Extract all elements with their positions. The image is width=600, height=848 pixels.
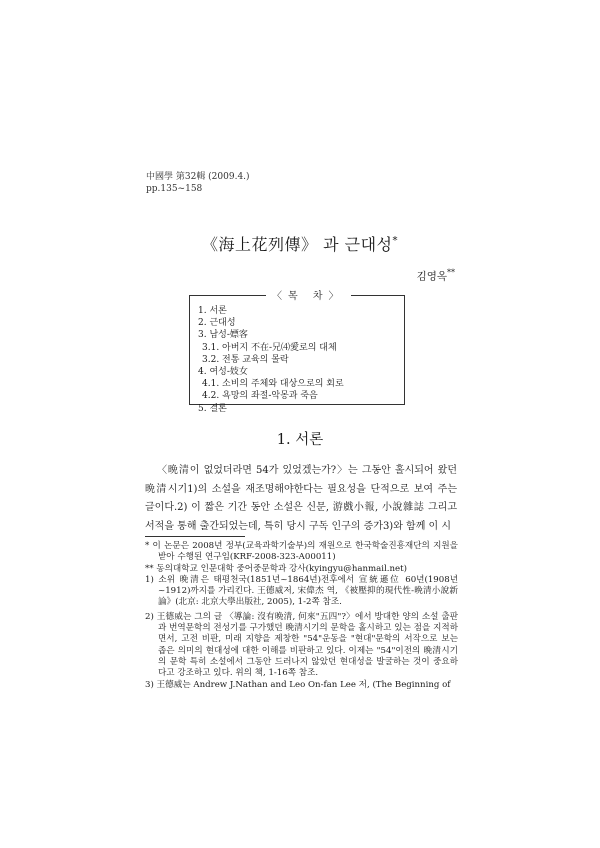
journal-info xyxy=(146,171,250,195)
title-footnote-mark: * xyxy=(392,235,398,247)
footnote-divider xyxy=(145,536,245,537)
toc-item: 3.1. 아버지 不在-兄⑷愛로의 대체 xyxy=(202,342,337,353)
toc-item: 1. 서론 xyxy=(198,306,227,316)
toc-item: 4.2. 욕망의 좌절-악몽과 죽음 xyxy=(202,391,318,402)
paper-title xyxy=(0,232,600,255)
footnote: ** 동의대학교 인문대학 중어중문학과 강사(kyingyu@hanmail.net) xyxy=(145,563,407,574)
toc-item: 3. 남성-嫖客 xyxy=(198,330,248,341)
section-heading: 1. 서론 xyxy=(276,432,324,448)
footnote: 1) 소위 晩清은 태평천국(1851년~1864년)전후에서 宣統遜位 60년(1908년~1912)까지를 가리킨다. 王德威저, 宋偉杰 역, 《被壓抑的現代性-晩清小說新論》(北京: 北京大學出版社, 2005), 1-2쪽 참조. xyxy=(145,574,458,608)
body-paragraph: 〈晩清이 없었더라면 54가 있었겠는가?〉는 그동안 홀시되어 왔던 晩清시기1)의 소설을 재조명해야한다는 필요성을 단적으로 보여 주는 글이다.2) 이 짧은 기간 동안 소설은 신문, 游戲小報, 小說雜誌 그리고 서적을 통해 출간되었는데, 특히 당시 구독 인구의 증가3)와 함께 이 시 xyxy=(145,465,457,532)
toc-item: 4.1. 소비의 주체와 대상으로의 회로 xyxy=(202,379,344,390)
title-text: 《海上花列傳》 과 근대성 xyxy=(202,235,393,254)
page-range: pp.135~158 xyxy=(146,184,203,194)
toc-item: 3.2. 전통 교육의 몰락 xyxy=(202,354,289,365)
author-name: 김영옥 xyxy=(416,270,447,283)
toc-item: 5. 결론 xyxy=(198,403,227,414)
author xyxy=(417,268,455,284)
toc-item: 4. 여성-妓女 xyxy=(198,367,248,378)
toc-heading: 〈목 차〉 xyxy=(266,287,351,302)
footnotes xyxy=(145,541,458,691)
footnote: 2) 王德威는 그의 글 〈導論: 沒有晩清, 何來"五四"?〉에서 방대한 양의 소설 출판과 번역문학의 전성기를 구가했던 晩清시기의 문학을 홀시하고 있는 점을 지적하면서, 고전 비판, 미래 지향을 제창한 "54"운동을 "현대"문학의 서작으로 보는 좁은 의미의 현대성에 대한 이해를 비판하고 있다. 이제는 "54"이전의 晩清시기의 문학 특히 소설에서 그동안 드러나지 않았던 현대성을 발굴하는 것이 중요하다고 강조하고 있다. 위의 책, 1-16쪽 참조. xyxy=(145,611,458,679)
footnote: * 이 논문은 2008년 정부(교육과학기술부)의 재원으로 한국학술진흥재단의 지원을 받아 수행된 연구임(KRF-2008-323-A00011) xyxy=(145,541,458,563)
toc-list xyxy=(198,305,344,415)
footnote: 3) 王德威는 Andrew J.Nathan and Leo On-fan Lee 저, (The Beginning of xyxy=(145,679,451,690)
toc-item: 2. 근대성 xyxy=(198,318,236,329)
author-footnote-mark: ** xyxy=(447,268,455,277)
journal-citation: 中國學 第32輯 (2009.4.) xyxy=(146,172,250,182)
body-text xyxy=(145,462,457,536)
